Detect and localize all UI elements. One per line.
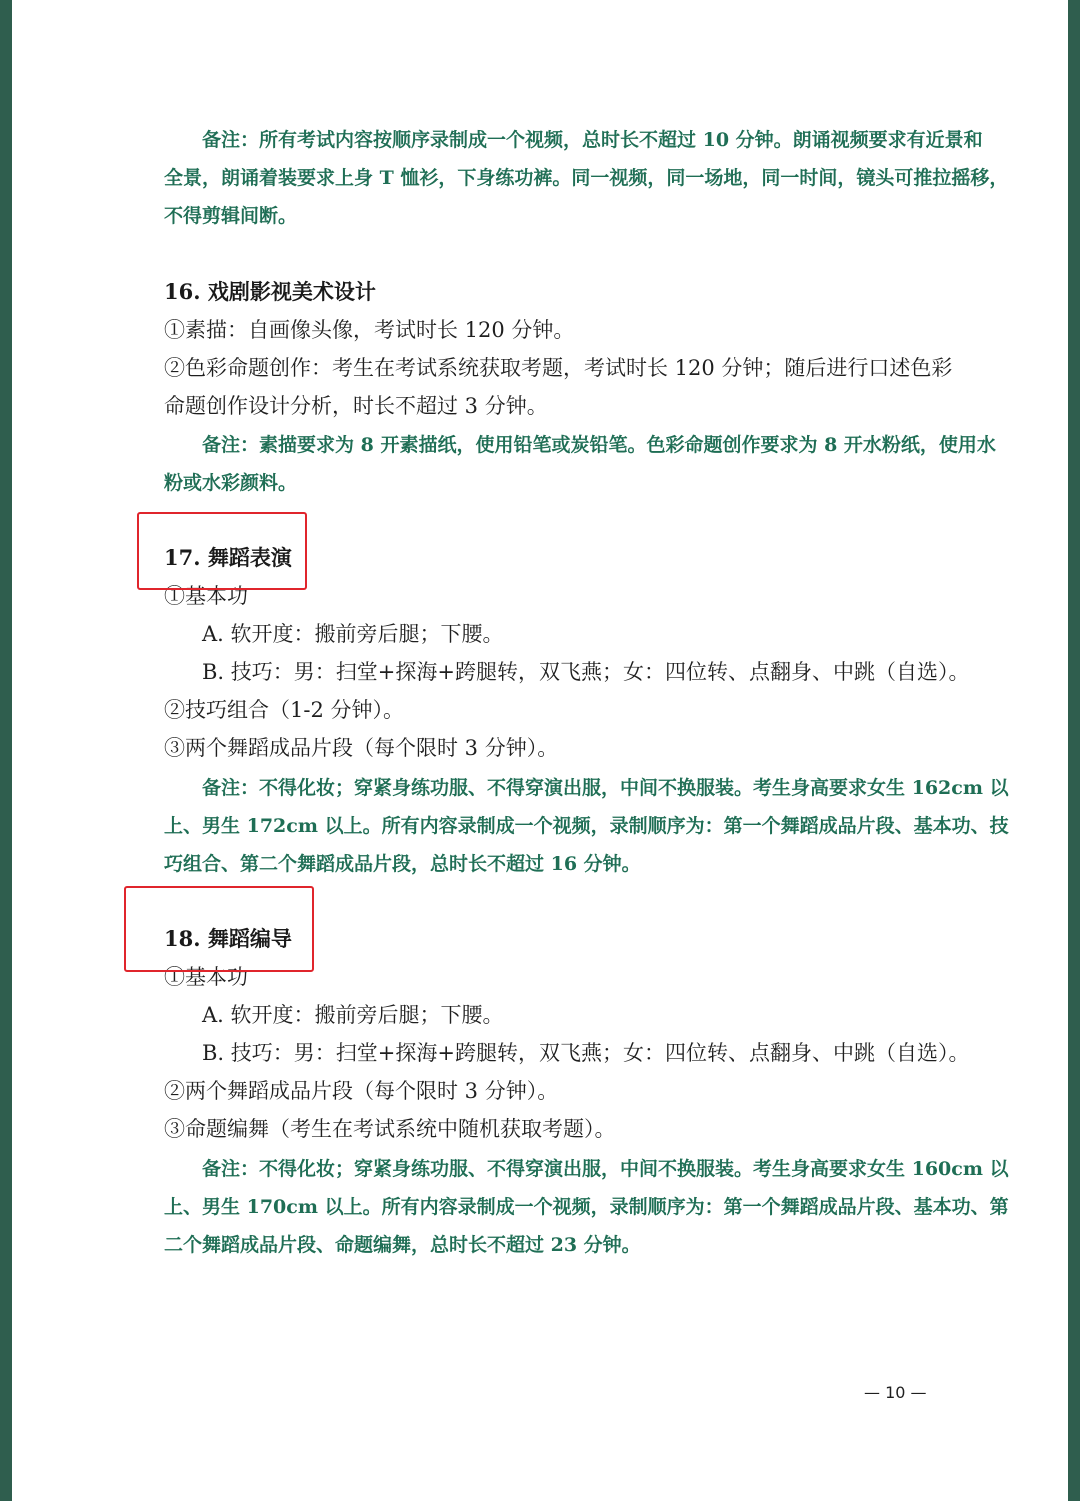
- section15-note-line3: 不得剪辑间断。: [164, 205, 298, 227]
- section17-note-line3: 巧组合、第二个舞蹈成品片段，总时长不超过 16 分钟。: [164, 853, 641, 875]
- highlight-box-section18: [124, 886, 314, 972]
- section16-item2-line1: ②色彩命题创作：考生在考试系统获取考题，考试时长 120 分钟；随后进行口述色彩: [164, 356, 953, 380]
- section17-note-line2: 上、男生 172cm 以上。所有内容录制成一个视频，录制顺序为：第一个舞蹈成品片段、基本功、技: [164, 815, 1009, 837]
- page-border-left: [0, 0, 12, 1501]
- section18-item1a: A. 软开度：搬前旁后腿；下腰。: [202, 1003, 504, 1027]
- section18-note-line3: 二个舞蹈成品片段、命题编舞，总时长不超过 23 分钟。: [164, 1234, 641, 1256]
- highlight-box-section17: [137, 512, 307, 590]
- section18-note-line1: 备注：不得化妆；穿紧身练功服、不得穿演出服，中间不换服装。考生身高要求女生 160cm 以: [202, 1158, 1009, 1180]
- section17-item1b: B. 技巧：男：扫堂+探海+跨腿转，双飞燕；女：四位转、点翻身、中跳（自选）。: [202, 660, 970, 684]
- section18-item3: ③命题编舞（考生在考试系统中随机获取考题）。: [164, 1117, 616, 1141]
- section17-item3: ③两个舞蹈成品片段（每个限时 3 分钟）。: [164, 736, 559, 760]
- document-page: [164, 0, 1009, 1501]
- section15-note-line2: 全景，朗诵着装要求上身 T 恤衫，下身练功裤。同一视频，同一场地，同一时间，镜头可推拉摇移，: [164, 167, 1009, 189]
- section17-note-line1: 备注：不得化妆；穿紧身练功服、不得穿演出服，中间不换服装。考生身高要求女生 162cm 以: [202, 777, 1009, 799]
- section17-item1a: A. 软开度：搬前旁后腿；下腰。: [202, 622, 504, 646]
- section16-note-line1: 备注：素描要求为 8 开素描纸，使用铅笔或炭铅笔。色彩命题创作要求为 8 开水粉纸，使用水: [202, 434, 996, 456]
- section16-heading: 16. 戏剧影视美术设计: [164, 279, 376, 304]
- section16-note-line2: 粉或水彩颜料。: [164, 472, 298, 494]
- section18-heading: 18. 舞蹈编导: [164, 926, 292, 951]
- section17-item1: ①基本功: [164, 584, 248, 608]
- section15-note-line1: 备注：所有考试内容按顺序录制成一个视频，总时长不超过 10 分钟。朗诵视频要求有近景和: [202, 129, 983, 151]
- page-number: — 10 —: [864, 1383, 927, 1402]
- page-border-right: [1068, 0, 1080, 1501]
- section17-item2: ②技巧组合（1-2 分钟）。: [164, 698, 404, 722]
- section18-item2: ②两个舞蹈成品片段（每个限时 3 分钟）。: [164, 1079, 559, 1103]
- section18-item1b: B. 技巧：男：扫堂+探海+跨腿转，双飞燕；女：四位转、点翻身、中跳（自选）。: [202, 1041, 970, 1065]
- section16-item1: ①素描：自画像头像，考试时长 120 分钟。: [164, 318, 575, 342]
- section18-note-line2: 上、男生 170cm 以上。所有内容录制成一个视频，录制顺序为：第一个舞蹈成品片段、基本功、第: [164, 1196, 1009, 1218]
- section17-heading: 17. 舞蹈表演: [164, 545, 292, 570]
- section16-item2-line2: 命题创作设计分析，时长不超过 3 分钟。: [164, 394, 548, 418]
- section18-item1: ①基本功: [164, 965, 248, 989]
